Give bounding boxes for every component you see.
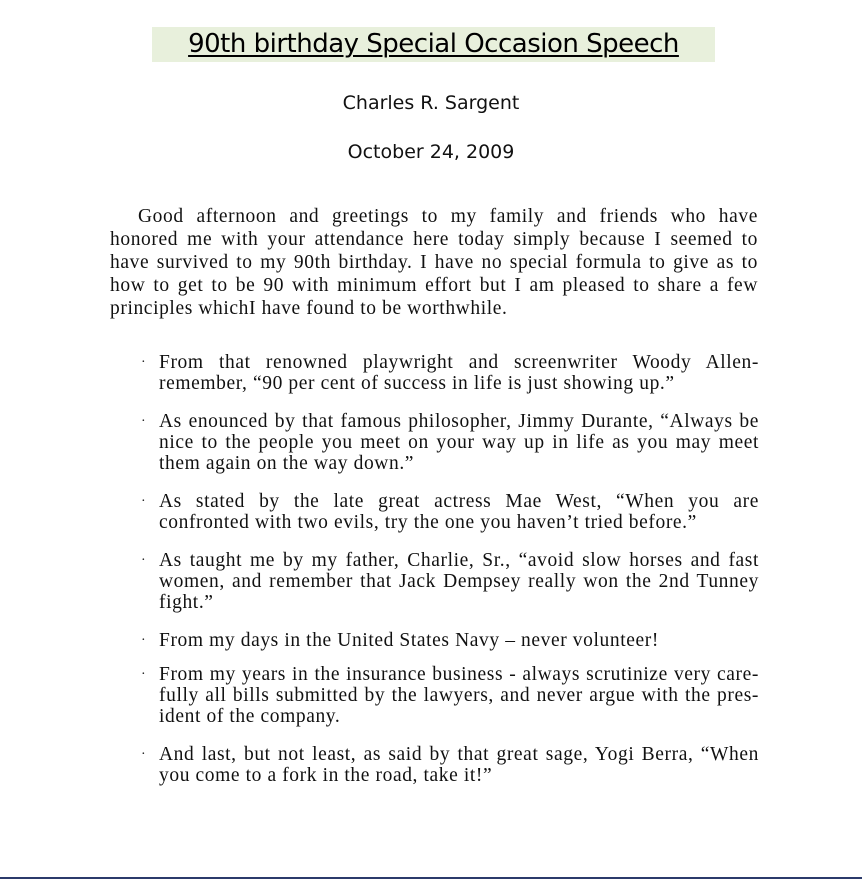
bullet-icon: · <box>141 553 147 568</box>
bullet-icon: · <box>141 414 147 429</box>
bullet-icon: · <box>141 494 147 509</box>
list-item-text: As enounced by that famous philosopher, Jimmy Durante, “Always be nice to the people you meet on your way up in life as you may meet them again on the way down.” <box>159 411 759 474</box>
list-item <box>140 411 759 474</box>
list-item <box>140 744 759 786</box>
bullet-icon: · <box>141 667 147 682</box>
bullet-icon: · <box>141 747 147 762</box>
author-name: Charles R. Sargent <box>342 92 520 114</box>
intro-paragraph: Good afternoon and greetings to my family and friends who have honored me with your attendance here today simply because I seemed to have survived to my 90th birthday. I have no special formula to give as to how to get to be 90 with minimum effort but I am pleased to share a few principles whichI have found to be worthwhile. <box>110 206 758 319</box>
list-item <box>140 630 759 651</box>
list-item-text: And last, but not least, as said by that great sage, Yogi Berra, “When you come to a fork in the road, take it!” <box>159 744 759 786</box>
bullet-icon: · <box>141 633 147 648</box>
principles-list <box>140 352 780 786</box>
bullet-icon: · <box>141 355 147 370</box>
list-item <box>140 550 759 613</box>
title-highlight <box>152 27 715 62</box>
list-item <box>140 491 759 533</box>
list-item-text: As taught me by my father, Charlie, Sr., “avoid slow horses and fast women, and remember that Jack Dempsey really won the 2nd Tunney fight.” <box>159 550 759 613</box>
bottom-divider <box>0 877 862 879</box>
page-title: 90th birthday Special Occasion Speech <box>188 29 679 59</box>
list-item-text: From my years in the insurance business - always scrutinize very care- fully all bills submitted by the lawyers, and never argue with the pres- ident of the company. <box>159 664 759 727</box>
list-item-text: From that renowned playwright and screenwriter Woody Allen- remember, “90 per cent of success in life is just showing up.” <box>159 352 759 394</box>
speech-date: October 24, 2009 <box>347 141 515 163</box>
list-item-text: As stated by the late great actress Mae West, “When you are confronted with two evils, try the one you haven’t tried before.” <box>159 491 759 533</box>
list-item <box>140 352 759 394</box>
list-item <box>140 664 759 727</box>
list-item-text: From my days in the United States Navy – never volunteer! <box>159 630 659 651</box>
